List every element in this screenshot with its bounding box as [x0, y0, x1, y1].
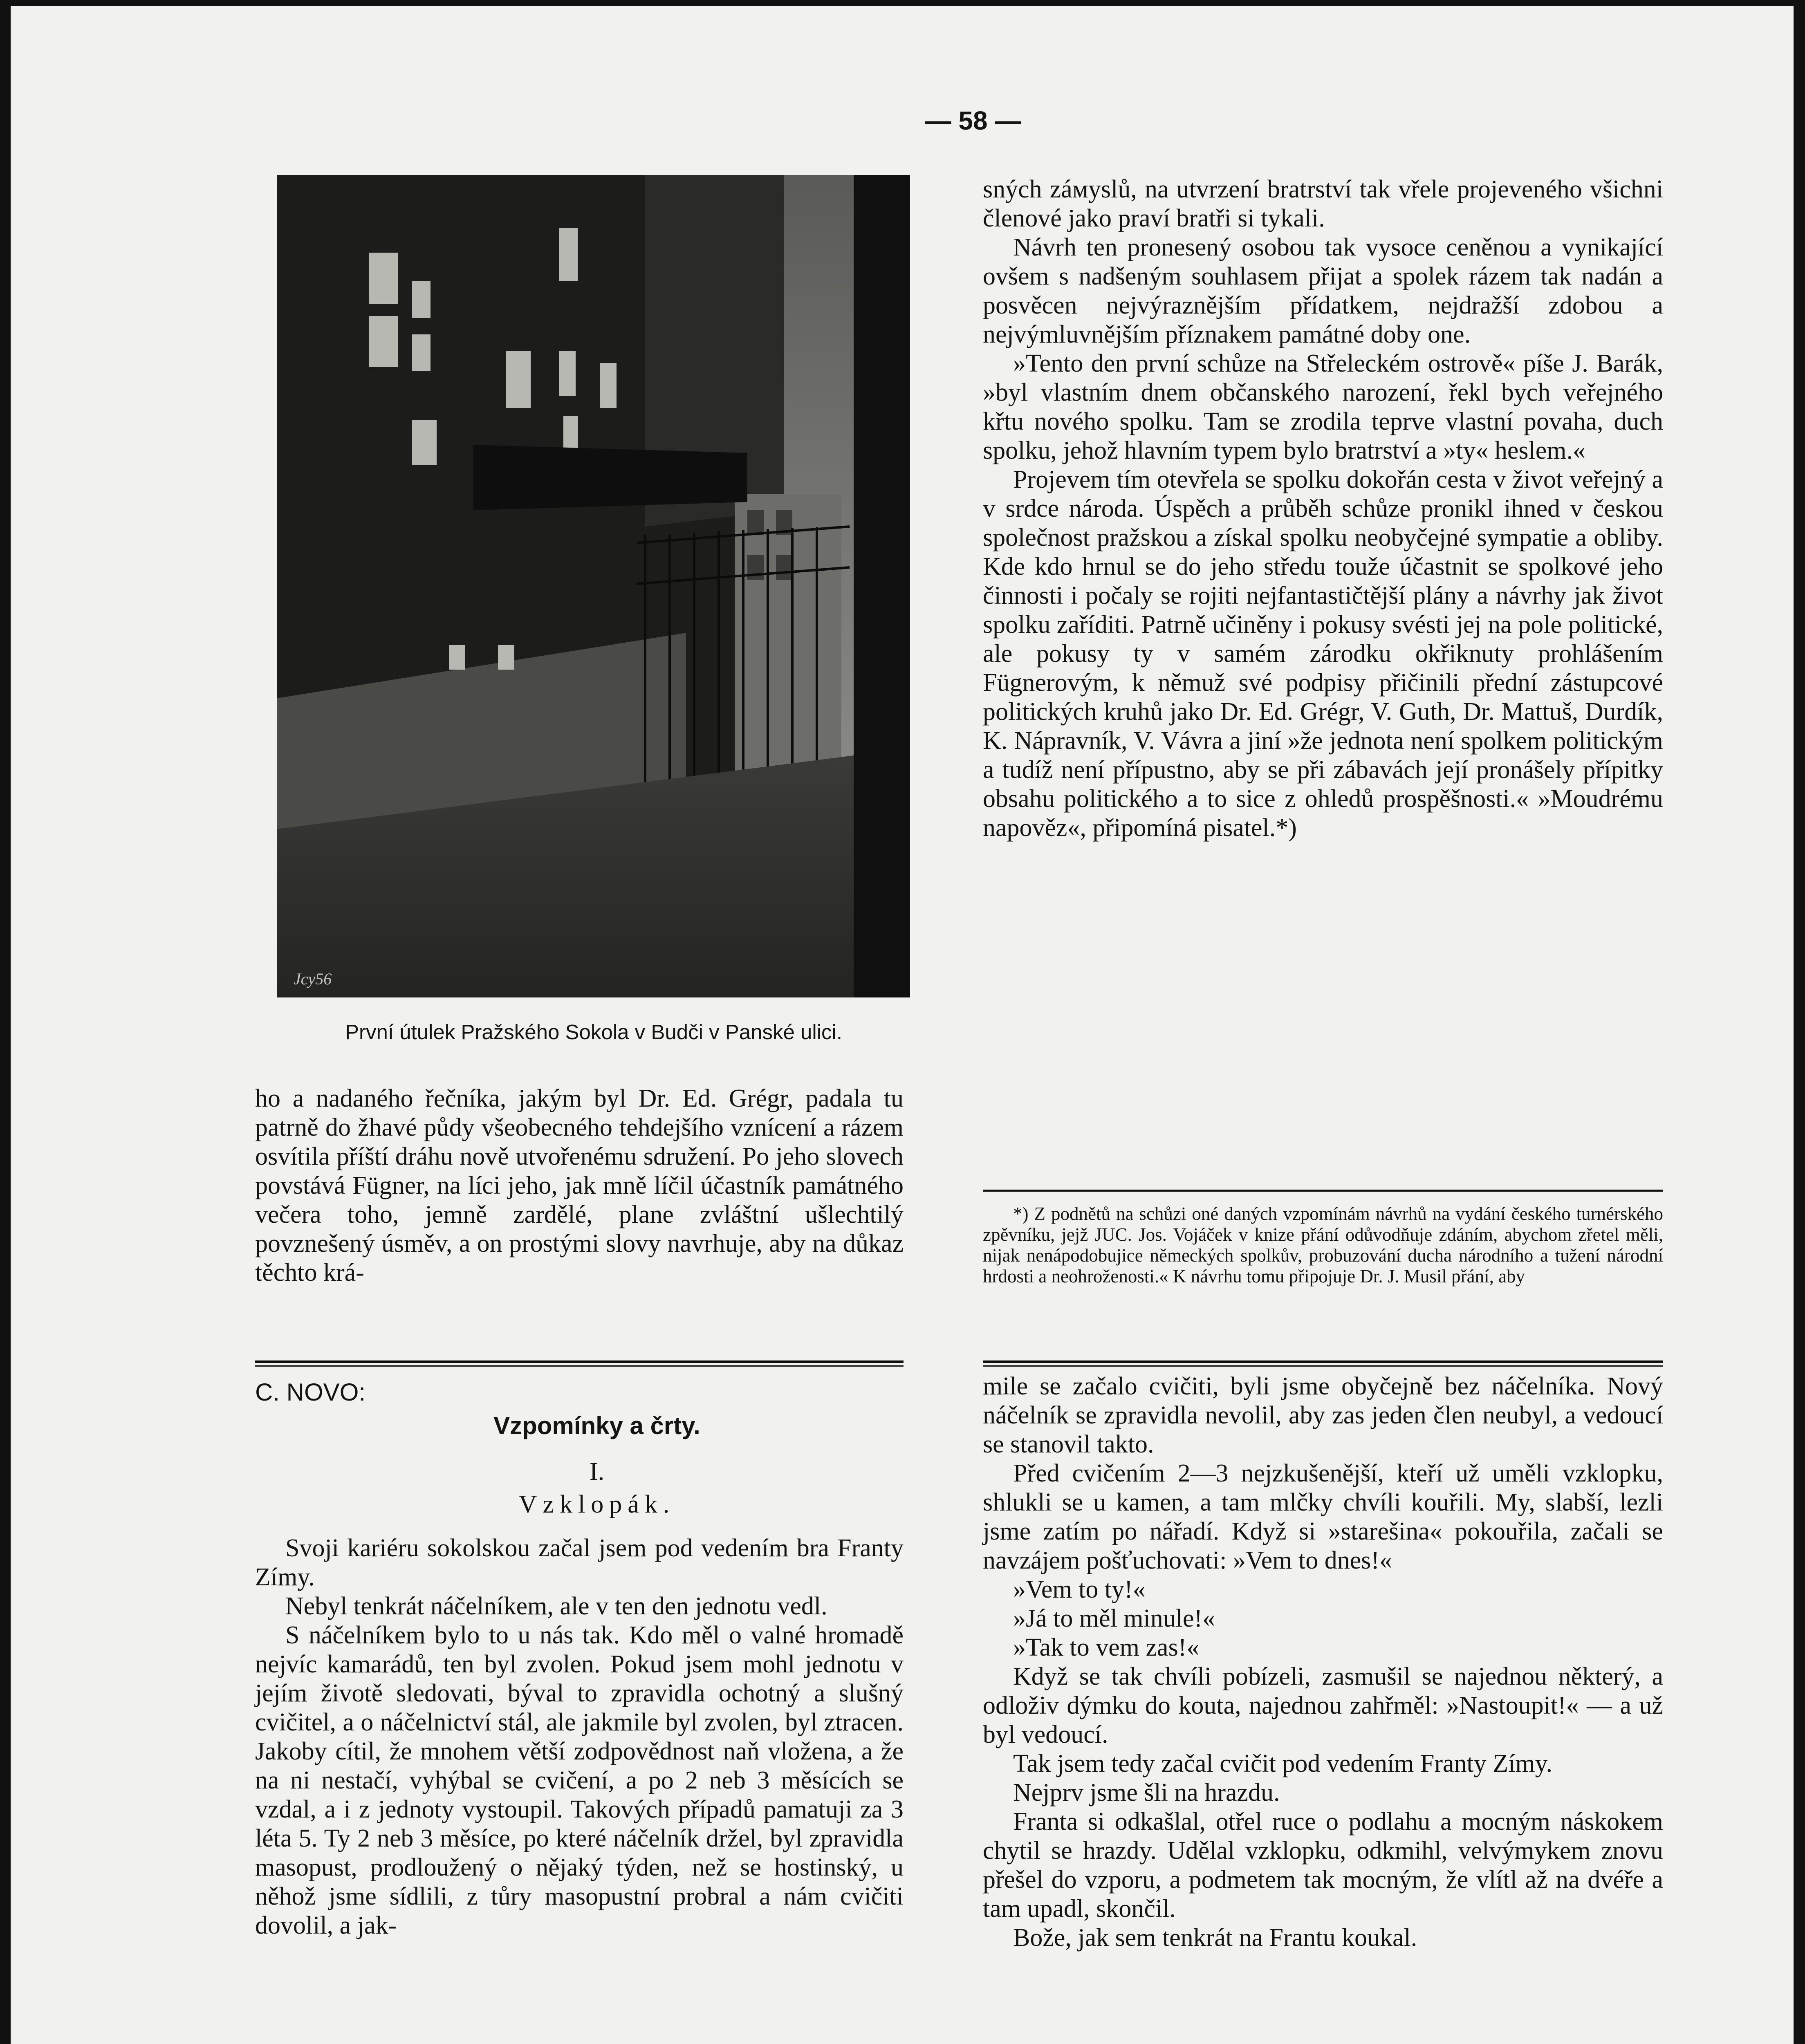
section-rule-right-thin [983, 1365, 1663, 1367]
paragraph: Nejprv jsme šli na hrazdu. [1013, 1779, 1280, 1806]
right-column-bottom [983, 1372, 1663, 1952]
section-rule-left [255, 1360, 904, 1363]
section-number: I. [589, 1458, 605, 1486]
author: C. NOVO: [255, 1378, 366, 1406]
paragraph: Franta si odkašlal, otřel ruce o podlahu a mocným náskokem chytil se hrazdy. Udělal vzklopku, odkmihl, velvýmykem znovu přešel do vzporu, a podmetem tak mocným, že vlítl až na dvéře a tam upadl, skončil. [983, 1808, 1663, 1923]
paragraph: Návrh ten pronesený osobou tak vysoce ceněnou a vynikající ovšem s nadšeným souhlasem přijat a spolek rázem tak nadán a posvěcen nejvýraznějším přídatkem, nejdražší zdobou a nejvýmluvnějším příznakem památné doby one. [983, 233, 1663, 348]
paragraph: Když se tak chvíli pobízeli, zasmušil se najednou některý, a odloživ dýmku do kouta, najednou zahřměl: »Nastoupit!« — a už byl vedoucí. [983, 1663, 1663, 1748]
right-column-top [983, 175, 1663, 843]
paragraph: Bože, jak sem tenkrát na Frantu koukal. [1013, 1924, 1417, 1952]
far-building [735, 494, 841, 788]
photo-signature: Jcy56 [294, 970, 332, 988]
paragraph: Projevem tím otevřela se spolku dokořán cesta v život veřejný a v srdce národa. Úspěch a průběh schůze pronikl ihned v českou společnost pražskou a získal spolku neobyčejné sympatie a obliby. Kde kdo hrnul se do jeho středu touže účastnit se spolkové jeho činnosti i počaly se rojiti nejfantastičtější plány a návrhy jak život spolku zaříditi. Patrně učiněny i pokusy svésti jej na pole politické, ale pokusy ty v samém zárodku okřiknuty prohlášením Fügnerovým, k němuž své podpisy přičinili přední zástupcové politických kruhů jako Dr. Ed. Grégr, V. Guth, Dr. Mattuš, Durdík, K. Nápravník, V. Vávra a jiní »že jednota není spolkem politickým a tudíž není přípustno, aby se při zábavách její pronášely přípitky obsahu politického a to sice z ohledů prospěšnosti.« »Moudrému napověz«, připomíná pisatel.*) [983, 466, 1663, 842]
section-rule-left-thin [255, 1365, 904, 1367]
courtyard-photo-drawing [277, 175, 910, 997]
paragraph: Tak jsem tedy začal cvičit pod vedením Franty Zímy. [1013, 1750, 1553, 1777]
photo-caption: První útulek Pražského Sokola v Budči v Panské ulici. [345, 1020, 843, 1044]
paragraph: »Tento den první schůze na Střeleckém ostrově« píše J. Barák, »byl vlastním dnem občanského narození, řekl bych veřejného křtu nového spolku. Tam se zrodila teprve vlastní povaha, duch spolku, jehož hlavním typem bylo bratrství a »ty« heslem.« [983, 350, 1663, 464]
left-column-bottom [255, 1534, 904, 1940]
gate-pillar [854, 175, 910, 997]
footnote-rule [983, 1190, 1663, 1192]
paragraph: mile se začalo cvičiti, byli jsme obyčejně bez náčelníka. Nový náčelník se zpravidla nevolil, aby zas jeden člen neubyl, a vedoucí se stanovil takto. [983, 1372, 1663, 1458]
paragraph: »Já to měl minule!« [1013, 1605, 1215, 1632]
footnote [983, 1204, 1663, 1287]
left-column-top [255, 1084, 904, 1287]
paragraph: »Tak to vem zas!« [1013, 1634, 1200, 1661]
paragraph: »Vem to ty!« [1013, 1576, 1146, 1603]
section-title: Vzpomínky a črty. [493, 1412, 700, 1439]
section-rule-right [983, 1360, 1663, 1363]
courtyard-photo [277, 175, 910, 997]
paragraph: sných záмyslů, na utvrzení bratrství tak vřele projeveného všichni členové jako praví bratři si tykali. [983, 175, 1663, 232]
paragraph: ho a nadaného řečníka, jakým byl Dr. Ed. Grégr, padala tu patrně do žhavé půdy všeobecného tehdejšího vznícení a rázem osvítila příští dráhu nově utvořenému sdružení. Po jeho slovech povstává Fügner, na líci jeho, jak mně líčil účastník památného večera toho, jemně zardělé, plane zvláštní ušlechtilý povznešený úsměv, a on prostými slovy navrhuje, aby na důkaz těchto krá- [255, 1085, 904, 1286]
paragraph: S náčelníkem bylo to u nás tak. Kdo měl o valné hromadě nejvíc kamarádů, ten byl zvolen. Pokud jsem mohl jednotu v jejím životě sledovati, býval to zpravidla ochotný a slušný cvičitel, a o náčelnictví stál, ale jakmile byl zvolen, byl ztracen. Jakoby cítil, že mnohem větší zodpovědnost naň vložena, a že na ni nestačí, vyhýbal se cvičení, a po 2 neb 3 měsících se vzdal, a i z jednoty vystoupil. Takových případů pamatuji za 3 léta 5. Ty 2 neb 3 měsíce, po které náčelník držel, byl zpravidla masopust, prodloužený o nějaký týden, než se hostinský, u něhož jsme sídlili, z tůry masopustní probral a nám cvičiti dovolil, a jak- [255, 1621, 904, 1939]
paragraph: Před cvičením 2—3 nejzkušenější, kteří už uměli vzklopku, shlukli se u kamen, a tam mlčky chvíli kouřili. My, slabší, lezli jsme zatím po nářadí. Když si »starešina« pokouřila, začali se navzájem pošťuchovati: »Vem to dnes!« [983, 1459, 1663, 1574]
section-subtitle: Vzklopák. [518, 1490, 675, 1518]
awning [473, 445, 747, 510]
paragraph: Svoji kariéru sokolskou začal jsem pod vedením bra Franty Zímy. [255, 1534, 904, 1591]
footnote-text: *) Z podnětů na schůzi oné daných vzpomínám návrhů na vydání českého turnérského zpěvníku, jejž JUC. Jos. Vojáček v knize přání odůvodňuje zdáním, abychom zřetel měli, nijak nenápodobujice německých spolkův, probuzování ducha národního a tužení národní hrdosti a neohroženosti.« K návrhu tomu připojuje Dr. J. Musil přání, aby [983, 1204, 1663, 1286]
paragraph: Nebyl tenkrát náčelníkem, ale v ten den jednotu vedl. [285, 1592, 827, 1620]
page-number: — 58 — [925, 106, 1021, 135]
